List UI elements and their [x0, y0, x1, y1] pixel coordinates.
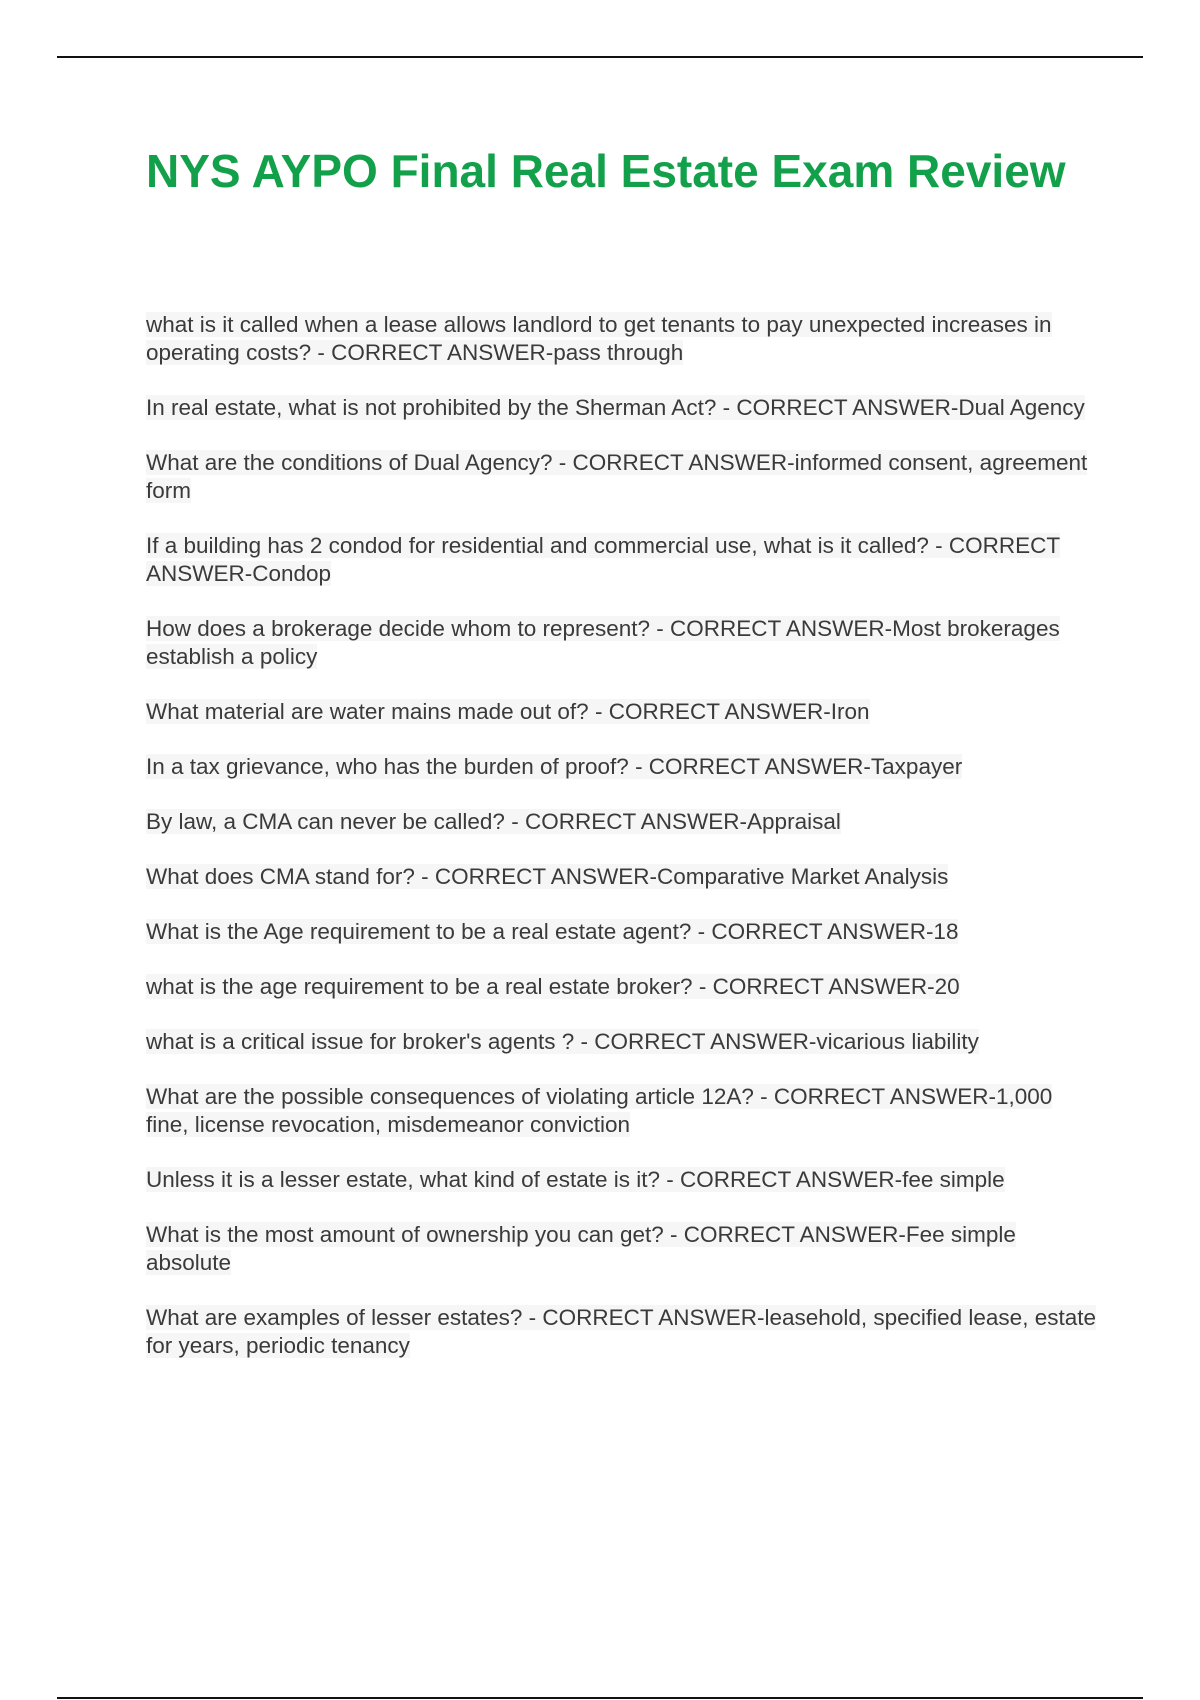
bottom-rule	[57, 1697, 1143, 1699]
qa-text: What is the most amount of ownership you can get? - CORRECT ANSWER-Fee simple absolute	[146, 1222, 1016, 1275]
qa-text: What are examples of lesser estates? - CORRECT ANSWER-leasehold, specified lease, estate for years, periodic tenancy	[146, 1305, 1096, 1358]
qa-item	[146, 1221, 1096, 1277]
document-title: NYS AYPO Final Real Estate Exam Review	[146, 145, 1066, 197]
qa-item	[146, 698, 1096, 726]
qa-item	[146, 1028, 1096, 1056]
qa-text: How does a brokerage decide whom to represent? - CORRECT ANSWER-Most brokerages establish a policy	[146, 616, 1060, 669]
qa-item	[146, 863, 1096, 891]
qa-text: By law, a CMA can never be called? - CORRECT ANSWER-Appraisal	[146, 809, 841, 834]
qa-text: what is it called when a lease allows landlord to get tenants to pay unexpected increases in operating costs? - CORRECT ANSWER-pass through	[146, 312, 1052, 365]
qa-item	[146, 1166, 1096, 1194]
qa-text: What material are water mains made out of? - CORRECT ANSWER-Iron	[146, 699, 870, 724]
qa-item	[146, 808, 1096, 836]
qa-item	[146, 449, 1096, 505]
qa-item	[146, 394, 1096, 422]
document-body	[146, 143, 1096, 1358]
qa-text: what is a critical issue for broker's agents ? - CORRECT ANSWER-vicarious liability	[146, 1029, 979, 1054]
qa-text: In a tax grievance, who has the burden of proof? - CORRECT ANSWER-Taxpayer	[146, 754, 963, 779]
qa-text: If a building has 2 condod for residential and commercial use, what is it called? - CORRECT ANSWER-Condop	[146, 533, 1061, 586]
qa-item	[146, 311, 1096, 367]
qa-text: What is the Age requirement to be a real estate agent? - CORRECT ANSWER-18	[146, 919, 959, 944]
qa-item	[146, 532, 1096, 588]
qa-list	[146, 311, 1096, 1387]
qa-text: Unless it is a lesser estate, what kind of estate is it? - CORRECT ANSWER-fee simple	[146, 1167, 1005, 1192]
qa-text: what is the age requirement to be a real estate broker? - CORRECT ANSWER-20	[146, 974, 960, 999]
qa-item	[146, 1304, 1096, 1360]
top-rule	[57, 56, 1143, 58]
qa-item	[146, 615, 1096, 671]
qa-item	[146, 918, 1096, 946]
qa-item	[146, 753, 1096, 781]
qa-text: What are the conditions of Dual Agency? - CORRECT ANSWER-informed consent, agreement form	[146, 450, 1088, 503]
qa-text: What does CMA stand for? - CORRECT ANSWER-Comparative Market Analysis	[146, 864, 949, 889]
qa-text: In real estate, what is not prohibited by the Sherman Act? - CORRECT ANSWER-Dual Agency	[146, 395, 1085, 420]
qa-item	[146, 1083, 1096, 1139]
qa-item	[146, 973, 1096, 1001]
qa-text: What are the possible consequences of violating article 12A? - CORRECT ANSWER-1,000 fine, license revocation, misdemeanor conviction	[146, 1084, 1053, 1137]
